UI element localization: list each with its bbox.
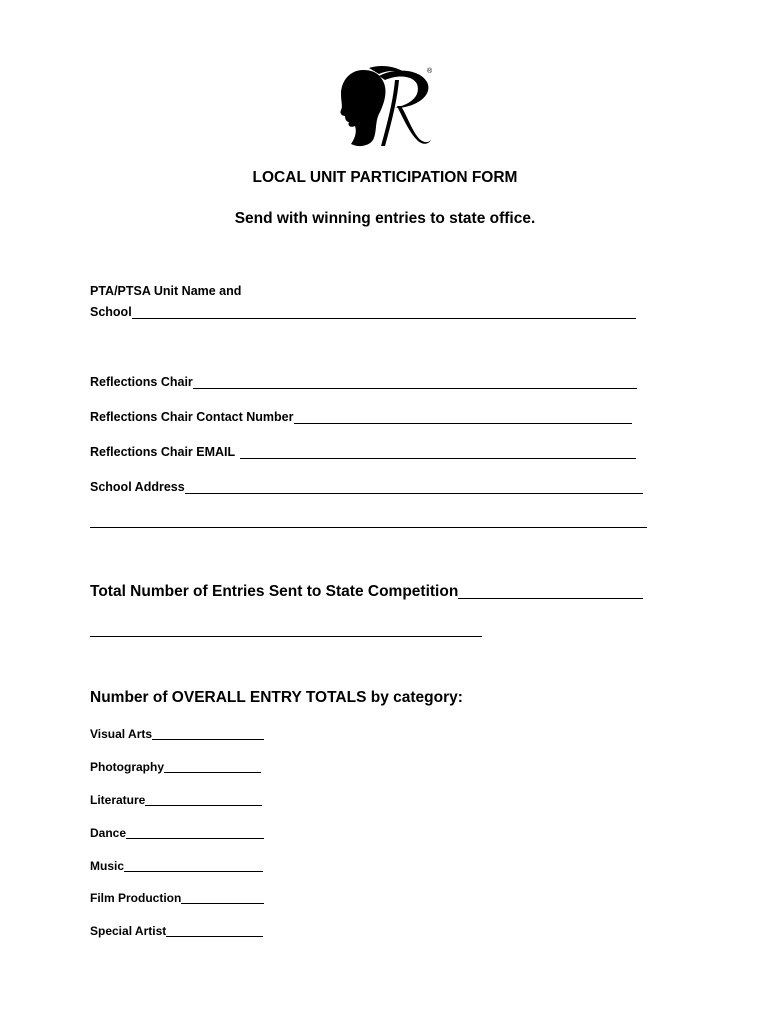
school-address-input-line[interactable] (185, 481, 643, 494)
total-entries-extra-line[interactable] (90, 636, 482, 637)
chair-email-field (90, 445, 636, 460)
school-address-label: School Address (90, 480, 185, 494)
category-label: Special Artist (90, 924, 167, 938)
category-dance-input-line[interactable] (126, 826, 264, 839)
category-film-production-input-line[interactable] (181, 891, 264, 904)
category-visual-arts-input-line[interactable] (152, 727, 264, 740)
category-literature-field (90, 793, 262, 807)
category-heading: Number of OVERALL ENTRY TOTALS by category: (90, 689, 463, 706)
school-label: School (90, 305, 132, 319)
total-entries-input-line[interactable] (458, 584, 643, 599)
form-title: LOCAL UNIT PARTICIPATION FORM (252, 169, 518, 186)
category-literature-input-line[interactable] (145, 793, 262, 806)
chair-email-label: Reflections Chair EMAIL (90, 445, 236, 459)
category-dance-field (90, 826, 264, 840)
school-address-field (90, 480, 643, 495)
reflections-chair-input-line[interactable] (193, 376, 637, 389)
category-label: Music (90, 859, 125, 873)
unit-name-label: PTA/PTSA Unit Name and (90, 284, 242, 298)
chair-contact-number-input-line[interactable] (294, 411, 632, 424)
category-special-artist-input-line[interactable] (166, 924, 263, 937)
unit-school-input-line[interactable] (132, 306, 636, 319)
chair-contact-number-field (90, 410, 632, 425)
chair-contact-number-label: Reflections Chair Contact Number (90, 410, 294, 424)
category-label: Photography (90, 760, 164, 774)
category-photography-input-line[interactable] (164, 760, 261, 773)
school-address-extra-line[interactable] (90, 527, 647, 528)
reflections-logo-icon (333, 62, 437, 154)
unit-school-field (90, 305, 636, 320)
category-label: Visual Arts (90, 727, 153, 741)
category-photography-field (90, 760, 261, 774)
category-label: Literature (90, 793, 146, 807)
reflections-chair-label: Reflections Chair (90, 375, 193, 389)
category-music-input-line[interactable] (124, 859, 263, 872)
form-subtitle: Send with winning entries to state office. (234, 210, 536, 227)
category-film-production-field (90, 891, 264, 905)
category-visual-arts-field (90, 727, 264, 741)
category-label: Film Production (90, 891, 182, 905)
total-entries-field (90, 583, 643, 601)
category-special-artist-field (90, 924, 263, 938)
category-label: Dance (90, 826, 127, 840)
category-music-field (90, 859, 263, 873)
chair-email-input-line[interactable] (240, 446, 636, 459)
reflections-chair-field (90, 375, 637, 390)
registered-mark: ® (427, 68, 433, 75)
total-entries-label: Total Number of Entries Sent to State Competition (90, 583, 459, 600)
